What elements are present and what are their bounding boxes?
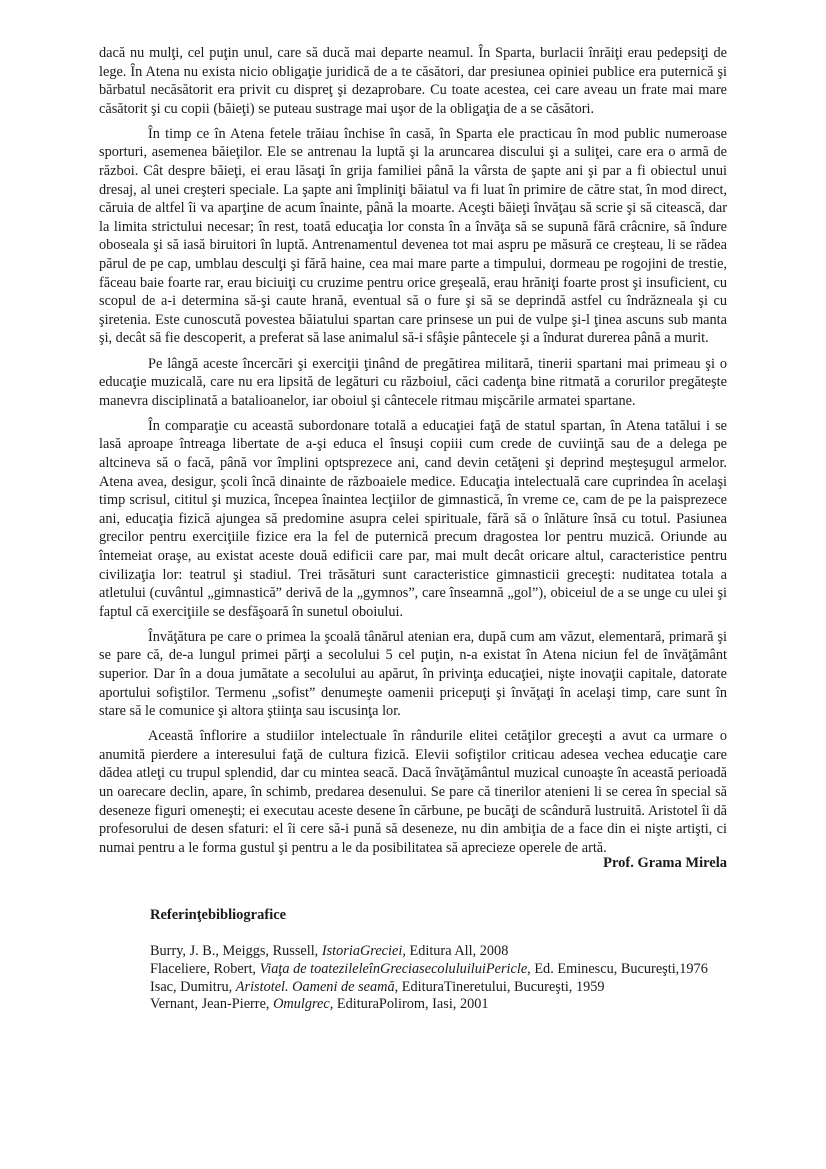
article-body [99,44,727,864]
reference-item [150,996,750,1014]
paragraph: Această înflorire a studiilor intelectuale în rândurile elitei cetăţilor greceşti a avut ca urmare o anumită pierdere a interesului faţă de cultura fizică. Elevii sofiştilor criticau adesea vechea educaţie care dădea atleţi cu trupul splendid, dar cu mintea seacă. Dacă învăţământul muzical cunoaşte în această perioadă un oarecare declin, apare, în schimb, predarea desenului. Se pare că tinerilor atenieni li se cerea în special să deseneze figuri omeneşti; ei executau aceste desene în cărbune, pe bucăţi de scândură lustruită. Aristotel îi dă profesorului de desen sfaturi: el îi cere să-i pună să deseneze, nu din ambiţia de a face din ei nişte artişti, ci numai pentru a le forma gustul şi pentru a le da posibilitatea să aprecieze operele de artă. [99,728,727,856]
reference-publisher: , Ed. Eminescu, Bucureşti,1976 [527,960,708,977]
reference-title: Aristotel. Oameni de seamă [235,978,395,995]
reference-item [150,943,750,961]
reference-title: IstoriaGreciei [321,943,403,959]
reference-title: Omulgrec, [273,996,334,1013]
reference-author: Vernant, Jean-Pierre, [150,996,274,1013]
reference-title: Viaţa de toatezileleînGreciasecoluluiluiPericle [259,960,528,977]
reference-author: Isac, Dumitru, [150,978,236,995]
paragraph: În comparaţie cu această subordonare totală a educaţiei faţă de statul spartan, în Atena tatălui i se lasă aproape întreaga libertate de a-şi educa el însuşi copiii cum crede de cuviinţă sau de a delega pe altcineva să o facă, până vor împlini optsprezece ani, cand devin cetăţeni şi deprind meşteşugul armelor. Atena avea, desigur, şcoli încă dinainte de războaiele medice. Educaţia intelectuală care cuprindea în acelaşi timp scrisul, cititul şi muzica, începea înaintea lecţiilor de gimnastică, în vreme ce, cam de pe la paisprezece ani, educaţia fizică ajungea să predomine asupra celei spirituale, fără să o înlăture însă cu totul. Pasiunea grecilor pentru exerciţiile fizice era la fel de puternică precum dragostea lor pentru muzică. Oriunde au întemeiat oraşe, au existat aceste două edificii care par, mai mult decât oricare altul, caracteristice pentru civilizaţia lor: teatrul şi stadiul. Trei trăsături sunt caracteristice gimnasticii greceşti: nuditatea totala a atletului (cuvântul „gimnastică” derivă de la „gymnos”, care înseamnă „gol”), obiceiul de a se unge cu ulei şi faptul că exerciţiile se desfăşoară în sunetul oboiului. [99,417,727,620]
references-heading: Referinţebibliografice [150,907,287,923]
references-list [150,943,750,1014]
reference-author: Burry, J. B., Meiggs, Russell, [150,943,322,959]
reference-item [150,961,750,979]
paragraph: dacă nu mulţi, cel puţin unul, care să ducă mai departe neamul. În Sparta, burlacii înrăiţi erau pedepsiţi de lege. În Atena nu exista nicio obligaţie juridică de a te căsători, dar presiunea opiniei publice era puternică şi bărbatul necăsătorit era privit cu dispreţ şi dezaprobare. Cu toate acestea, cei care aveau un frate mai mare căsătorit şi cu copii (băieţi) se puteau sustrage mai uşor de la obligaţia de a se căsători. [99,45,727,117]
reference-item [150,979,750,997]
paragraph: Învăţătura pe care o primea la şcoală tânărul atenian era, după cum am văzut, elementară, primară şi se pare că, de-a lungul primei părţi a secolului 5 cel puţin, n-a existat în Atena niciun fel de învăţământ superior. Dar în a doua jumătate a secolului au apărut, în privinţa educaţiei, nişte inovaţii capitale, datorate aportului sofiştilor. Termenu „sofist” denumeşte oamenii pricepuţi şi învăţaţi în acelaşi timp, care sunt în stare să le comunice şi altora ştiinţa sau iscusinţa lor. [99,628,727,720]
reference-publisher: , Editura All, 2008 [402,943,509,959]
reference-publisher: EdituraPolirom, Iasi, 2001 [333,996,489,1013]
paragraph: Pe lângă aceste încercări şi exerciţii ţinând de pregătirea militară, tinerii spartani mai primeau şi o educaţie muzicală, care nu era lipsită de legături cu războiul, căci cadenţa bine ritmată a corurilor pregăteşte manevra disciplinată a batalioanelor, iar oboiul şi cântecele ritmau mişcările armatei spartane. [99,355,727,409]
author-signature: Prof. Grama Mirela [603,855,727,871]
reference-publisher: , EdituraTineretului, Bucureşti, 1959 [394,978,605,995]
reference-author: Flaceliere, Robert, [150,960,260,977]
paragraph: În timp ce în Atena fetele trăiau închise în casă, în Sparta ele practicau în mod public numeroase sporturi, asemenea băieţilor. Ele se antrenau la luptă şi la aruncarea discului şi a suliţei, care era o armă de război. Cât despre băieţi, ei erau lăsaţi în grija familiei până la vârsta de şapte ani şi par a fi obiectul unui dresaj, al unei creşteri speciale. La şapte ani împliniţi băiatul va fi luat în primire de către stat, în mod direct, căruia de altfel îi va aparţine de acum înainte, până la moarte. Aceşti băieţi învăţau să scrie şi să citească, dar la limita strictului necesar; în rest, toată educaţia lor consta în a învăţa să se supună fără crâcnire, să îndure oboseala şi să iasă biruitori în luptă. Antrenamentul devenea tot mai aspru pe măsură ce creşteau, li se rădea părul de pe cap, umblau desculţi şi fără haine, cea mai mare parte a timpului, dormeau pe rogojini de trestie, făceau baie foarte rar, erau biciuiţi cu cruzime pentru orice greşeală, erau hrăniţi foarte prost şi insuficient, cu scopul de a-i determina să-şi caute hrană, eventual să o fure şi să se deprindă astfel cu îndrăzneala şi cu şiretenia. Este cunoscută povestea băiatului spartan care prinsese un pui de vulpe şi-l ţinea ascuns sub manta şi, decât să fie descoperit, a preferat să lase animalul să-i sfâşie pântecele şi a îndurat durerea până a murit. [99,125,727,347]
